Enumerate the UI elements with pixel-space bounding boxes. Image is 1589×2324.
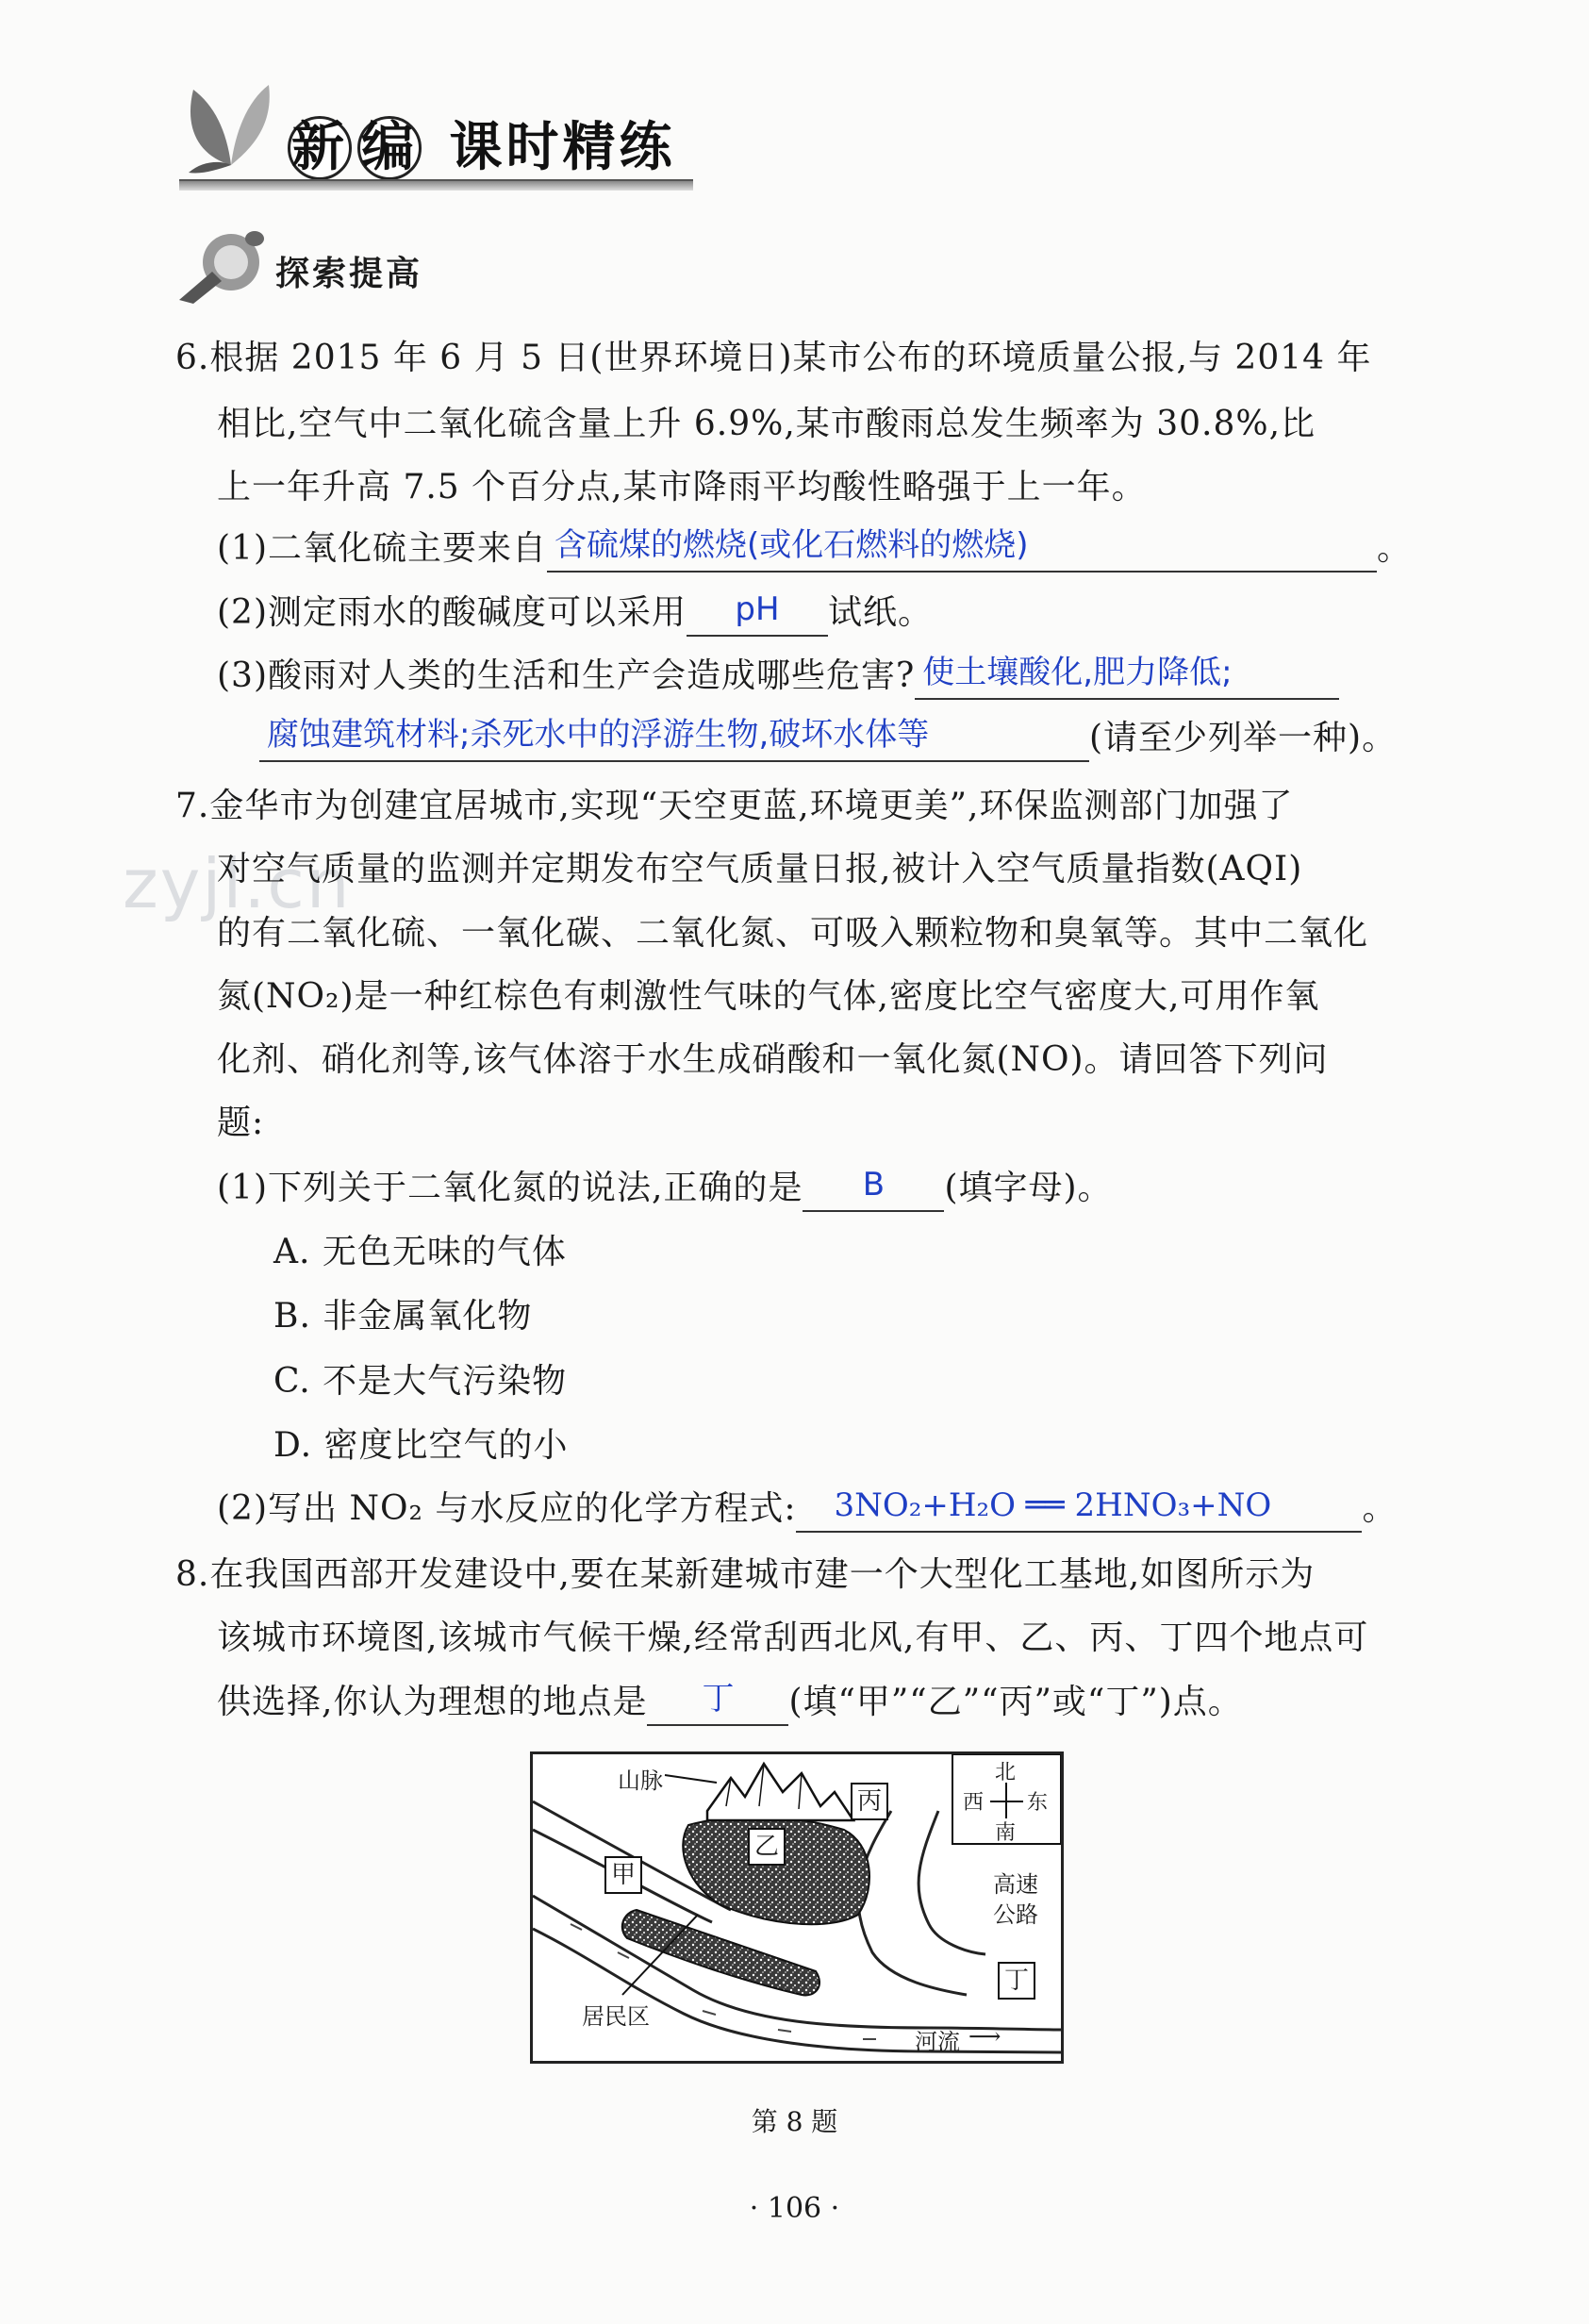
q6-part-1-answer: 含硫煤的燃烧(或化石燃料的燃烧) [554, 526, 1029, 564]
q7-part-2-prefix: (2)写出 NO₂ 与水反应的化学方程式: [217, 1489, 797, 1528]
q6-line-3: 上一年升高 7.5 个百分点,某市降雨平均酸性略强于上一年。 [217, 468, 1147, 506]
q6-part-3-blank-1[interactable] [915, 654, 1339, 700]
q7-option-c: C. 不是大气污染物 [273, 1362, 568, 1401]
q7-line-2: 对空气质量的监测并定期发布空气质量日报,被计入空气质量指数(AQI) [217, 850, 1303, 888]
highway-left [858, 1811, 967, 1995]
q8-line-2: 该城市环境图,该城市气候干燥,经常刮西北风,有甲、乙、丙、丁四个地点可 [217, 1618, 1369, 1657]
page-number: · 106 · [749, 2192, 840, 2225]
q6-part-3-answer-1: 使土壤酸化,肥力降低; [922, 654, 1233, 691]
compass-south: 南 [995, 1821, 1017, 1845]
map-site-yi: 乙 [748, 1828, 786, 1866]
q7-part-2 [217, 1486, 1397, 1533]
q6-part-1-suffix: 。 [1377, 529, 1413, 568]
section-icon [174, 224, 269, 305]
q7-part-1-suffix: (填字母)。 [944, 1169, 1113, 1207]
q7-line-6: 题: [217, 1104, 265, 1142]
q6-part-3-blank-2[interactable] [259, 716, 1089, 762]
header-title-text: 课时精练 [449, 117, 676, 178]
q8-answer: 丁 [702, 1680, 735, 1718]
header-circled-char: 新 [288, 116, 352, 180]
q6-part-2-suffix: 试纸。 [828, 593, 934, 632]
watermark: zyjl.cn [123, 844, 352, 923]
compass-west: 西 [963, 1791, 985, 1815]
q7-option-a: A. 无色无味的气体 [273, 1233, 567, 1271]
compass-north: 北 [995, 1761, 1017, 1784]
map-label-highway-1: 高速 [993, 1871, 1038, 1898]
map-site-jia: 甲 [604, 1856, 642, 1894]
q8-line-3-suffix: (填“甲”“乙”“丙”或“丁”)点。 [788, 1683, 1243, 1721]
q8-line-3 [217, 1679, 1243, 1726]
q6-part-2 [217, 589, 933, 637]
q7-part-2-blank[interactable] [796, 1486, 1362, 1533]
q6-part-3-prefix: (3)酸雨对人类的生活和生产会造成哪些危害? [217, 656, 916, 695]
city-map-figure [530, 1751, 1064, 2064]
map-label-river: 河流 [915, 2029, 960, 2055]
river-flow-arrow-icon: ⟶ [968, 2023, 1001, 2050]
header-rule [179, 179, 693, 191]
q6-part-3 [217, 653, 1339, 700]
map-label-mountain: 山脉 [618, 1768, 663, 1794]
compass-east: 东 [1027, 1791, 1049, 1815]
header-title [288, 106, 676, 181]
q8-blank[interactable] [647, 1680, 788, 1726]
q6-line-2: 相比,空气中二氧化硫含量上升 6.9%,某市酸雨总发生频率为 30.8%,比 [217, 405, 1316, 443]
map-label-residential: 居民区 [582, 2003, 650, 2030]
q6-part-2-answer: pH [735, 590, 780, 628]
q6-part-3-cont [259, 715, 1397, 762]
q8-line-3-prefix: 供选择,你认为理想的地点是 [217, 1683, 648, 1721]
header-circled-char: 编 [357, 116, 422, 180]
q7-part-1-blank[interactable] [803, 1166, 944, 1212]
q8-line-1: 8.在我国西部开发建设中,要在某新建城市建一个大型化工基地,如图所示为 [175, 1555, 1316, 1594]
figure-caption: 第 8 题 [751, 2106, 838, 2137]
q7-part-1-prefix: (1)下列关于二氧化氮的说法,正确的是 [217, 1169, 803, 1207]
q7-line-4: 氮(NO₂)是一种红棕色有刺激性气味的气体,密度比空气密度大,可用作氧 [217, 977, 1320, 1016]
q7-option-d: D. 密度比空气的小 [273, 1426, 569, 1465]
q6-line-1: 6.根据 2015 年 6 月 5 日(世界环境日)某市公布的环境质量公报,与 2014 年 [175, 339, 1372, 377]
q6-part-1 [217, 525, 1412, 573]
q7-line-3: 的有二氧化硫、一氧化碳、二氧化氮、可吸入颗粒物和臭氧等。其中二氧化 [217, 914, 1369, 953]
map-site-ding: 丁 [998, 1962, 1035, 2000]
q7-part-1 [217, 1165, 1113, 1212]
q6-part-3-suffix: (请至少列举一种)。 [1089, 719, 1398, 757]
q7-part-1-answer: B [862, 1166, 886, 1204]
q7-part-2-suffix: 。 [1362, 1489, 1398, 1528]
q7-line-1: 7.金华市为创建宜居城市,实现“天空更蓝,环境更美”,环保监测部门加强了 [175, 787, 1294, 825]
q6-part-2-prefix: (2)测定雨水的酸碱度可以采用 [217, 593, 687, 632]
q6-part-1-prefix: (1)二氧化硫主要来自 [217, 529, 547, 568]
q7-part-2-answer: 3NO₂+H₂O ══ 2HNO₃+NO [834, 1486, 1272, 1524]
map-label-highway-2: 公路 [993, 1901, 1038, 1928]
map-site-bing: 丙 [851, 1783, 888, 1820]
q6-part-3-answer-2: 腐蚀建筑材料;杀死水中的浮游生物,破坏水体等 [267, 716, 930, 754]
header-butterfly-icon [179, 71, 283, 179]
q6-part-1-blank[interactable] [547, 526, 1377, 573]
q7-option-b: B. 非金属氧化物 [273, 1297, 533, 1336]
q7-line-5: 化剂、硝化剂等,该气体溶于水生成硝酸和一氧化氮(NO)。请回答下列问 [217, 1040, 1329, 1079]
section-title: 探索提高 [275, 255, 423, 293]
q6-part-2-blank[interactable] [687, 590, 828, 637]
